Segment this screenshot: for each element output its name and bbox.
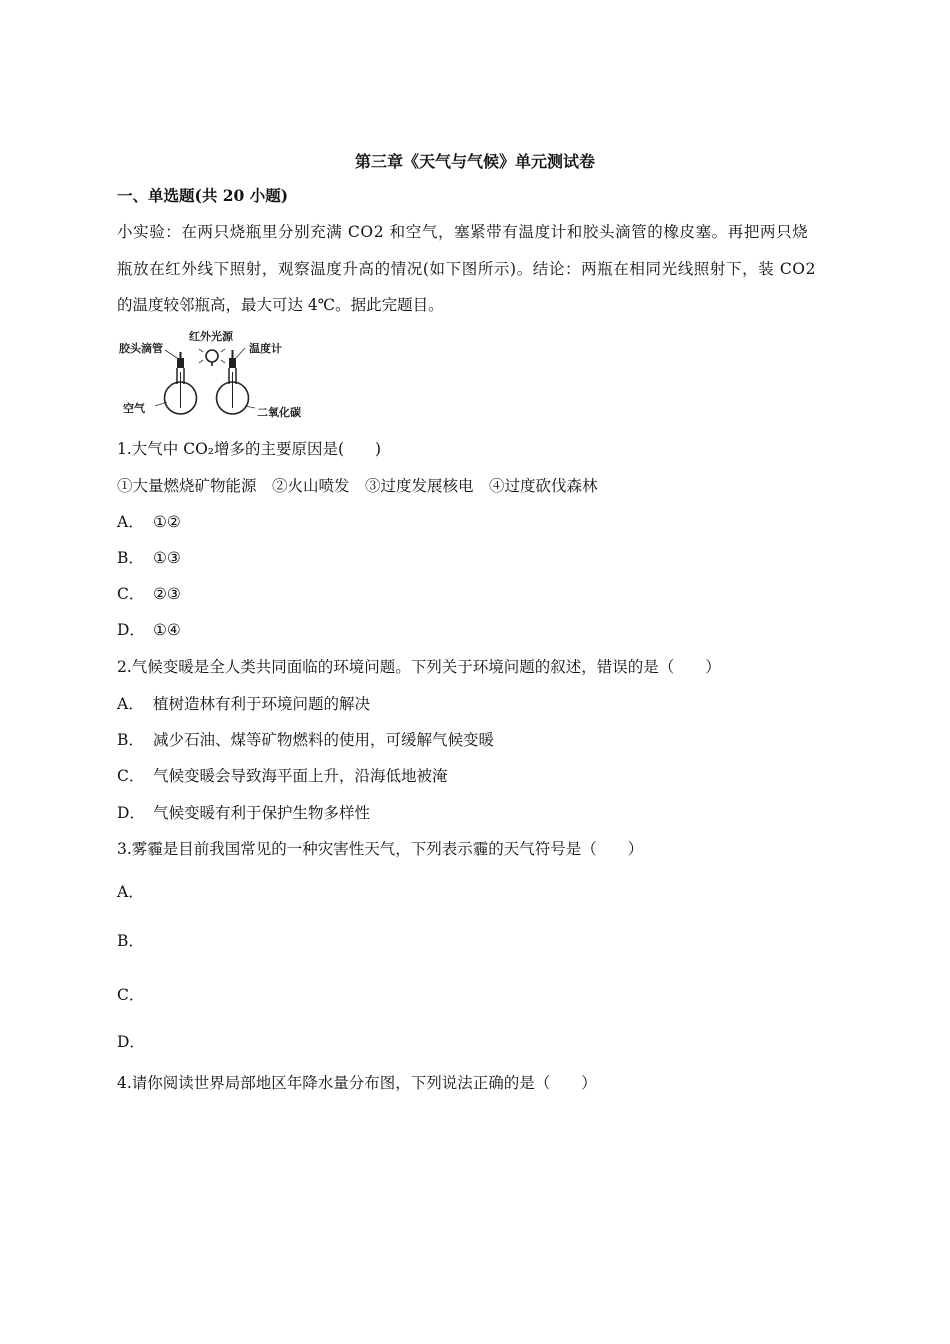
q1-option-b: B． ①③ — [117, 549, 181, 567]
label-co2: 二氧化碳 — [257, 406, 301, 419]
q2-option-b: B． 减少石油、煤等矿物燃料的使用，可缓解气候变暖 — [117, 731, 495, 749]
q1-option-d: D． ①④ — [117, 621, 181, 639]
q3-option-b: B． — [117, 932, 144, 950]
q2-stem: 2.气候变暖是全人类共同面临的环境问题。下列关于环境问题的叙述，错误的是（ ） — [117, 658, 721, 676]
q2-option-a: A． 植树造林有利于环境问题的解决 — [117, 695, 371, 713]
intro-line-2: 瓶放在红外线下照射，观察温度升高的情况(如下图所示)。结论：两瓶在相同光线照射下，装 CO2 — [117, 260, 817, 278]
page-title: 第三章《天气与气候》单元测试卷 — [354, 152, 595, 171]
q3-option-a: A． — [117, 883, 144, 901]
intro-line-1: 小实验：在两只烧瓶里分别充满 CO2 和空气，塞紧带有温度计和胶头滴管的橡皮塞。再把两只烧 — [117, 223, 809, 241]
intro-line-3: 的温度较邻瓶高，最大可达 4℃。据此完题目。 — [117, 296, 444, 314]
q1-stem: 1.大气中 CO₂增多的主要原因是( ) — [117, 440, 382, 458]
label-dropper: 胶头滴管 — [119, 342, 163, 355]
q3-option-c: C． — [117, 986, 145, 1004]
q3-stem: 3.雾霾是目前我国常见的一种灾害性天气，下列表示霾的天气符号是（ ） — [117, 840, 644, 858]
q2-option-c: C． 气候变暖会导致海平面上升，沿海低地被淹 — [117, 767, 448, 785]
q1-option-a: A． ①② — [117, 513, 181, 531]
label-thermometer: 温度计 — [249, 342, 282, 355]
q1-option-c: C． ②③ — [117, 585, 181, 603]
q3-option-d: D． — [117, 1033, 145, 1051]
section-heading: 一、单选题(共 20 小题) — [117, 186, 289, 205]
q1-items: ①大量燃烧矿物能源 ②火山喷发 ③过度发展核电 ④过度砍伐森林 — [117, 477, 598, 495]
q2-option-d: D． 气候变暖有利于保护生物多样性 — [117, 804, 371, 822]
label-light: 红外光源 — [189, 330, 233, 343]
label-air: 空气 — [123, 402, 145, 415]
experiment-figure — [117, 328, 317, 420]
q4-stem: 4.请你阅读世界局部地区年降水量分布图，下列说法正确的是（ ） — [117, 1074, 597, 1092]
